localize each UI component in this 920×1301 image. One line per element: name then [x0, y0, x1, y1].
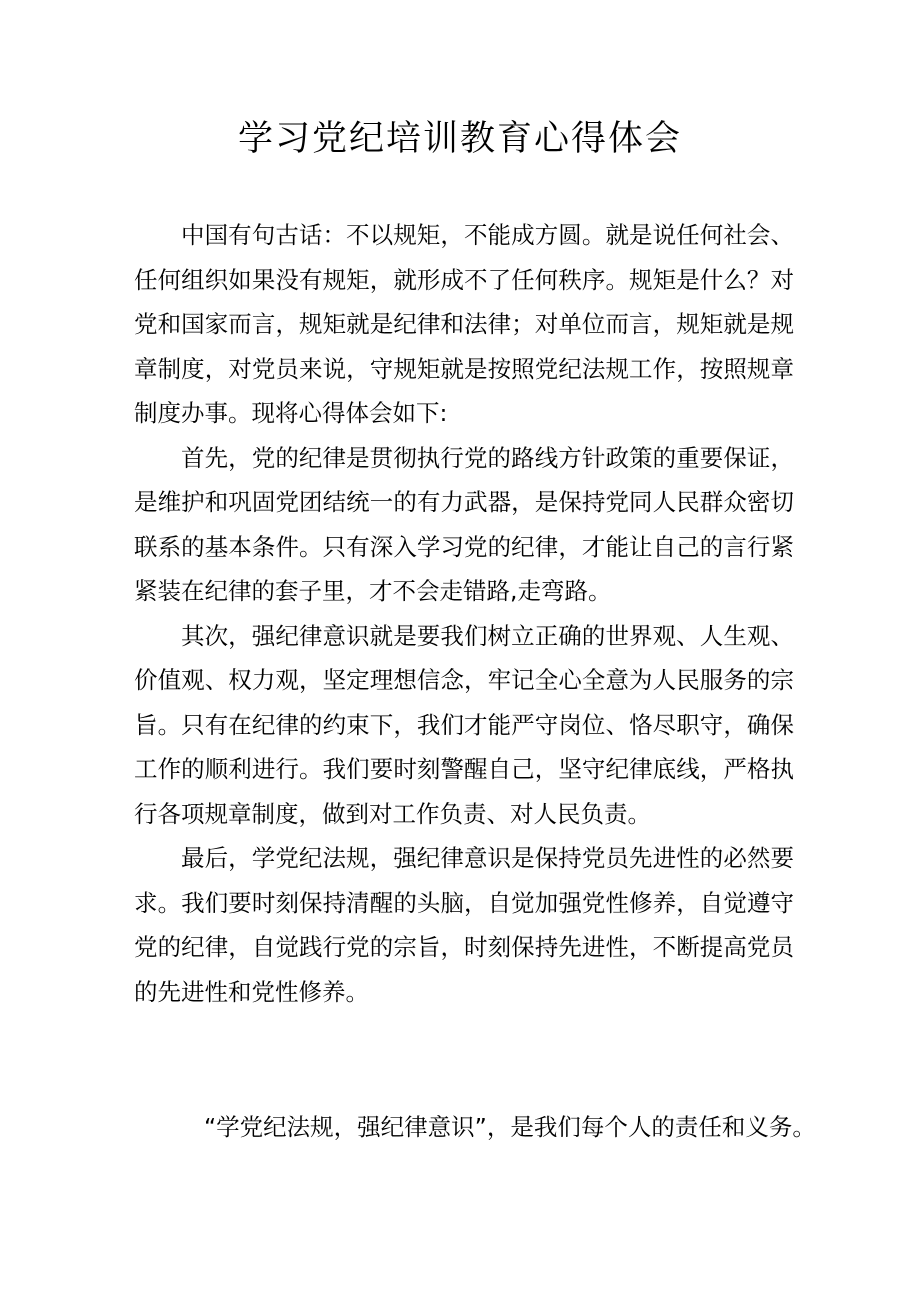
- paragraph-last: 最后，学党纪法规，强纪律意识是保持党员先进性的必然要求。我们要时刻保持清醒的头脑，自觉加强党性修养，自觉遵守党的纪律，自觉践行党的宗旨，时刻保持先进性，不断提高党员的先进性和党性修养。: [134, 844, 794, 1006]
- paragraph-second: 其次，强纪律意识就是要我们树立正确的世界观、人生观、价值观、权力观，坚定理想信念，牢记全心全意为人民服务的宗旨。只有在纪律的约束下，我们才能严守岗位、恪尽职守，确保工作的顺利进行。我们要时刻警醒自己，坚守纪律底线，严格执行各项规章制度，做到对工作负责、对人民负责。: [134, 621, 794, 828]
- paragraph-first: 首先，党的纪律是贯彻执行党的路线方针政策的重要保证，是维护和巩固党团结统一的有力武器，是保持党同人民群众密切联系的基本条件。只有深入学习党的纪律，才能让自己的言行紧紧装在纪律的套子里，才不会走错路,走弯路。: [134, 443, 794, 605]
- paragraph-intro: 中国有句古话：不以规矩，不能成方圆。就是说任何社会、任何组织如果没有规矩，就形成不了任何秩序。规矩是什么？对党和国家而言，规矩就是纪律和法律；对单位而言，规矩就是规章制度，对党员来说，守规矩就是按照党纪法规工作，按照规章制度办事。现将心得体会如下:: [134, 221, 794, 427]
- closing-statement: “学党纪法规，强纪律意识”，是我们每个人的责任和义务。: [204, 1113, 816, 1141]
- document-body: [134, 213, 794, 1014]
- document-title: 学习党纪培训教育心得体会: [237, 119, 682, 159]
